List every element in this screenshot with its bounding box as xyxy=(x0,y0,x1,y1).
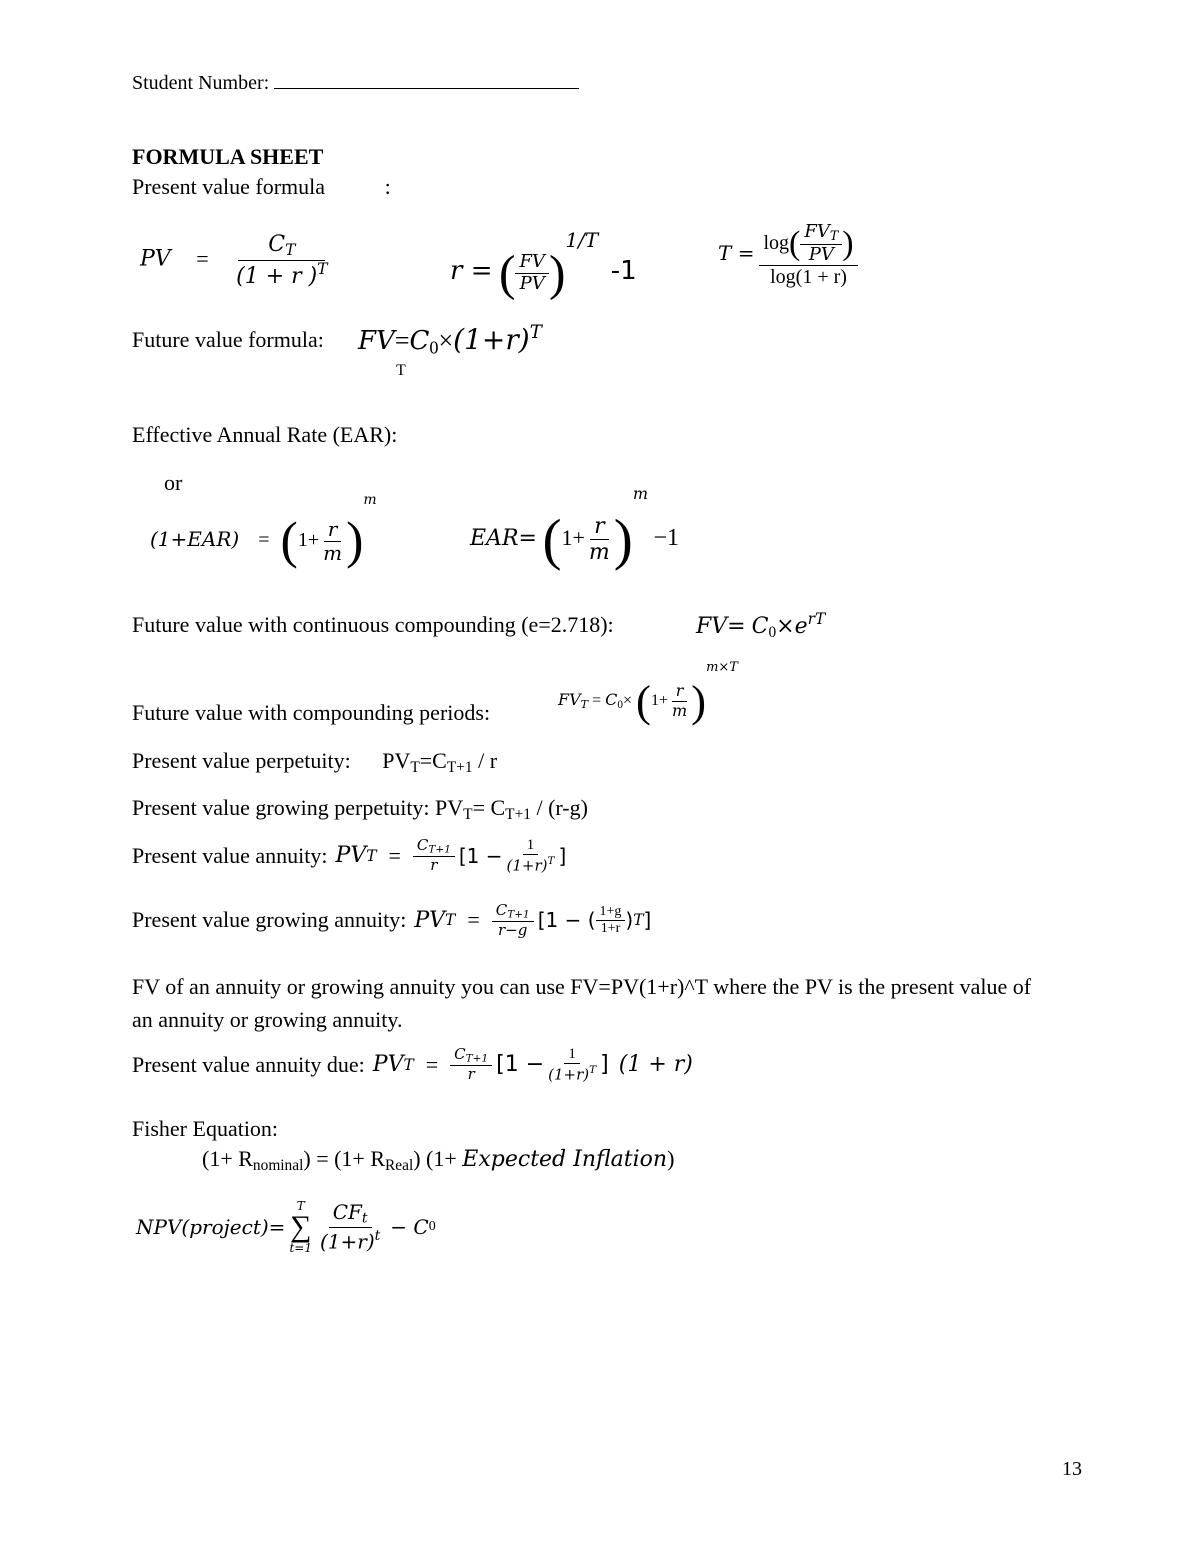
perp-c-sub: T+1 xyxy=(446,758,473,776)
fv-eq: = xyxy=(394,325,410,355)
annuity-lhs: PV xyxy=(335,843,367,869)
due-inner-den xyxy=(544,1064,600,1084)
gannuity-den: r−g xyxy=(498,920,528,939)
time-inner-num-fv: FV xyxy=(804,221,830,242)
ear2-fraction xyxy=(585,514,614,566)
growing-perpetuity-line xyxy=(132,795,588,824)
time-den: log(1 + r) xyxy=(770,266,847,289)
student-number-blank xyxy=(274,74,579,89)
ear1-fraction xyxy=(319,518,346,565)
gannuity-num-c: C xyxy=(495,901,508,919)
fisher-p4: ) xyxy=(667,1146,675,1171)
npv-tail: − C xyxy=(390,1215,429,1239)
time-inner-num xyxy=(800,222,842,245)
due-inner-den-sup: T xyxy=(589,1064,597,1077)
ear1-exp: m xyxy=(363,492,377,508)
pv-den-sup: T xyxy=(317,259,328,278)
npv-den xyxy=(316,1228,384,1253)
ear2-tail: −1 xyxy=(653,525,680,551)
fv-c: C xyxy=(409,325,430,356)
fv-annuity-paragraph: FV of an annuity or growing annuity you can use FV=PV(1+r)^T where the PV is the present value of an annuity or growing annuity. xyxy=(132,974,1032,1032)
fisher-p1: (1+ R xyxy=(202,1146,253,1171)
due-num-c: C xyxy=(454,1045,466,1064)
fisher-inflation: Expected Inflation xyxy=(462,1147,668,1172)
time-inner-open: ( xyxy=(789,224,801,262)
fv-times: × xyxy=(438,325,454,355)
pv-formula-label xyxy=(132,174,391,200)
pv-formula-fraction xyxy=(232,232,331,289)
time-fraction xyxy=(759,222,857,289)
comp-num: r xyxy=(672,682,688,701)
gannuity-close: ) xyxy=(625,908,634,933)
due-num xyxy=(450,1046,492,1066)
comp-fraction xyxy=(668,682,691,720)
time-inner-num-sub: T xyxy=(829,228,839,244)
gannuity-lhs-sub: T xyxy=(445,911,456,930)
continuous-label: Future value with continuous compounding (e=2.718): xyxy=(132,612,614,637)
gperp-eq: = C xyxy=(472,795,506,820)
npv-num xyxy=(329,1201,372,1228)
rate-open-paren: ( xyxy=(498,245,516,301)
rate-fraction xyxy=(515,252,549,294)
perp-eq: =C xyxy=(419,748,447,773)
growing-annuity-label: Present value growing annuity: xyxy=(132,907,407,933)
rate-den: PV xyxy=(519,272,545,294)
ear1-eq: = xyxy=(258,529,270,551)
fisher-p2: ) = (1+ R xyxy=(303,1146,386,1171)
pv-den-base: (1 + r ) xyxy=(236,263,318,289)
cont-exp: rT xyxy=(807,610,826,628)
pv-num-c: C xyxy=(268,232,286,257)
growing-annuity-formula xyxy=(414,902,651,939)
growing-perpetuity-formula xyxy=(435,795,588,823)
gannuity-inner-fraction xyxy=(596,904,626,937)
ear-label: Effective Annual Rate (EAR): xyxy=(132,422,398,447)
gannuity-end: ] xyxy=(643,908,652,933)
ear1-one: 1+ xyxy=(297,529,320,551)
gperp-pv-sub: T xyxy=(463,805,473,823)
fisher-real: Real xyxy=(385,1156,414,1174)
annuity-open: [1 − xyxy=(458,843,503,868)
gannuity-num xyxy=(492,902,534,922)
annuity-inner-den xyxy=(503,855,559,875)
ear2-den: m xyxy=(588,540,610,566)
ear1-open-paren: ( xyxy=(280,512,298,570)
ear-or: or xyxy=(164,470,183,495)
cont-c-sub: 0 xyxy=(768,624,777,642)
gannuity-num-sub: T+1 xyxy=(507,908,530,921)
fv-formula-label: Future value formula: xyxy=(132,327,324,352)
fisher-label: Fisher Equation: xyxy=(132,1116,279,1141)
fv-base: (1+r) xyxy=(453,322,530,356)
npv-sum xyxy=(289,1200,312,1254)
fv-lhs-subscript: T xyxy=(396,362,406,379)
cont-times: ×e xyxy=(776,614,808,640)
perpetuity-line xyxy=(132,748,497,777)
comp-exp: m×T xyxy=(706,660,738,675)
due-tail: (1 + r) xyxy=(618,1052,693,1078)
pv-formula-lhs: PV xyxy=(140,246,171,272)
annuity-close: ] xyxy=(558,843,567,868)
perpetuity-label: Present value perpetuity: xyxy=(132,748,351,773)
compounding-formula xyxy=(558,660,738,724)
gannuity-inner-num: 1+g xyxy=(596,904,626,921)
due-inner-den-base: (1+r) xyxy=(548,1065,590,1084)
growing-annuity-line xyxy=(132,902,651,939)
ear-formula-1 xyxy=(150,492,377,570)
annuity-eq: = xyxy=(388,842,401,868)
rate-exp: 1/T xyxy=(565,228,599,252)
fisher-formula xyxy=(202,1146,674,1175)
time-num-log: log xyxy=(763,232,790,255)
ear2-num: r xyxy=(590,514,609,540)
npv-lhs: NPV(project)= xyxy=(136,1215,286,1239)
annuity-due-line xyxy=(132,1046,693,1084)
annuity-inner-num: 1 xyxy=(523,837,539,855)
gperp-tail: / (r-g) xyxy=(530,795,588,820)
pv-label-text: Present value formula xyxy=(132,174,326,199)
perp-pv: PV xyxy=(382,748,411,773)
pv-formula xyxy=(140,232,331,289)
rate-formula xyxy=(450,228,637,301)
annuity-den: r xyxy=(430,856,438,875)
fisher-nominal: nominal xyxy=(252,1156,304,1174)
continuous-formula xyxy=(696,610,825,642)
annuity-lhs-sub: T xyxy=(366,846,377,865)
perp-pv-sub: T xyxy=(410,758,420,776)
time-formula xyxy=(718,222,858,289)
comp-eq: = xyxy=(592,692,602,709)
due-lhs: PV xyxy=(372,1052,404,1078)
rate-tail: -1 xyxy=(610,256,637,286)
npv-tail-sub: 0 xyxy=(428,1219,436,1234)
npv-den-sup: t xyxy=(374,1227,381,1244)
annuity-num-sub: T+1 xyxy=(428,844,451,857)
npv-fraction xyxy=(316,1201,384,1253)
gperp-pv: PV xyxy=(435,795,464,820)
ear-formula-2 xyxy=(470,484,680,572)
rate-num: FV xyxy=(515,252,549,274)
npv-formula xyxy=(136,1200,436,1254)
annuity-due-formula xyxy=(373,1046,693,1084)
ear2-one: 1+ xyxy=(561,525,585,550)
fv-formula xyxy=(358,322,542,358)
comp-one: 1+ xyxy=(650,692,668,709)
comp-c-sub: 0 xyxy=(617,698,623,711)
rate-formula-lhs: r = xyxy=(450,256,493,286)
gperp-c-sub: T+1 xyxy=(505,805,531,823)
ear2-open-paren: ( xyxy=(542,508,562,572)
fisher-p3: ) (1+ xyxy=(413,1146,463,1171)
time-num xyxy=(759,222,857,266)
gannuity-fraction xyxy=(492,902,534,939)
npv-num-sub: t xyxy=(361,1210,368,1227)
annuity-due-label: Present value annuity due: xyxy=(132,1051,365,1077)
cont-lhs: FV= xyxy=(696,614,746,640)
due-lhs-sub: T xyxy=(403,1055,414,1074)
due-open: [1 − xyxy=(496,1052,545,1078)
student-number-label: Student Number: xyxy=(132,72,270,94)
due-inner-num: 1 xyxy=(564,1046,580,1064)
annuity-label: Present value annuity: xyxy=(132,842,328,868)
pv-formula-den xyxy=(232,261,331,290)
comp-close-paren: ) xyxy=(691,675,707,726)
pv-num-sub: T xyxy=(285,240,296,259)
npv-sum-sign: ∑ xyxy=(290,1210,312,1243)
time-inner-den: PV xyxy=(808,243,834,265)
growing-perpetuity-label: Present value growing perpetuity: xyxy=(132,795,430,820)
annuity-inner-fraction xyxy=(503,837,559,875)
comp-c: C xyxy=(605,690,618,709)
gannuity-open: [1 − ( xyxy=(537,908,596,933)
comp-lhs-sub: T xyxy=(580,697,589,711)
fv-lhs: FV xyxy=(358,325,395,356)
ear1-den: m xyxy=(323,540,343,565)
due-num-sub: T+1 xyxy=(465,1053,489,1066)
page-title: FORMULA SHEET xyxy=(132,144,324,169)
ear1-num: r xyxy=(324,518,342,542)
annuity-fraction xyxy=(413,837,455,874)
comp-lhs: FV xyxy=(558,690,581,709)
perpetuity-formula xyxy=(382,748,498,776)
ear1-close-paren: ) xyxy=(346,512,364,570)
comp-open-paren: ( xyxy=(636,675,651,726)
due-close: ] xyxy=(600,1052,609,1078)
compounding-label: Future value with compounding periods: xyxy=(132,700,491,725)
due-den: r xyxy=(467,1065,475,1084)
time-inner-fraction xyxy=(800,222,842,265)
fv-c-sub: 0 xyxy=(429,337,439,358)
gannuity-inner-den: 1+r xyxy=(600,920,621,936)
annuity-line xyxy=(132,837,566,875)
time-formula-lhs: T = xyxy=(718,241,755,266)
perp-tail: / r xyxy=(472,748,498,773)
fv-exp: T xyxy=(529,322,542,343)
npv-sum-lower: t=1 xyxy=(289,1241,312,1255)
ear1-lhs: (1+EAR) xyxy=(150,527,240,551)
comp-den: m xyxy=(671,700,688,720)
annuity-num xyxy=(413,837,455,857)
annuity-inner-den-sup: T xyxy=(547,855,555,868)
gannuity-eq: = xyxy=(467,907,480,933)
page-number: 13 xyxy=(1062,1458,1082,1480)
annuity-formula xyxy=(336,837,567,875)
gannuity-close-sup: T xyxy=(633,911,644,930)
pv-formula-eq: = xyxy=(196,245,209,271)
npv-sum-upper: T xyxy=(296,1199,305,1213)
ear2-lhs: EAR= xyxy=(470,526,537,551)
pv-label-colon: : xyxy=(384,174,391,199)
npv-num-cf: CF xyxy=(332,1200,362,1224)
rate-close-paren: ) xyxy=(548,245,566,301)
cont-c: C xyxy=(751,614,769,640)
annuity-num-c: C xyxy=(416,836,429,855)
due-fraction xyxy=(450,1046,492,1083)
student-number-line xyxy=(132,72,579,95)
annuity-inner-den-base: (1+r) xyxy=(506,856,548,875)
gannuity-lhs: PV xyxy=(414,907,446,933)
ear2-exp: m xyxy=(632,484,649,503)
time-inner-close: ) xyxy=(842,224,854,262)
pv-formula-num xyxy=(238,232,325,261)
due-eq: = xyxy=(425,1051,439,1077)
comp-times: × xyxy=(623,692,633,709)
due-inner-fraction xyxy=(544,1046,600,1084)
ear2-close-paren: ) xyxy=(613,508,633,572)
npv-den-base: (1+r) xyxy=(319,1228,375,1253)
